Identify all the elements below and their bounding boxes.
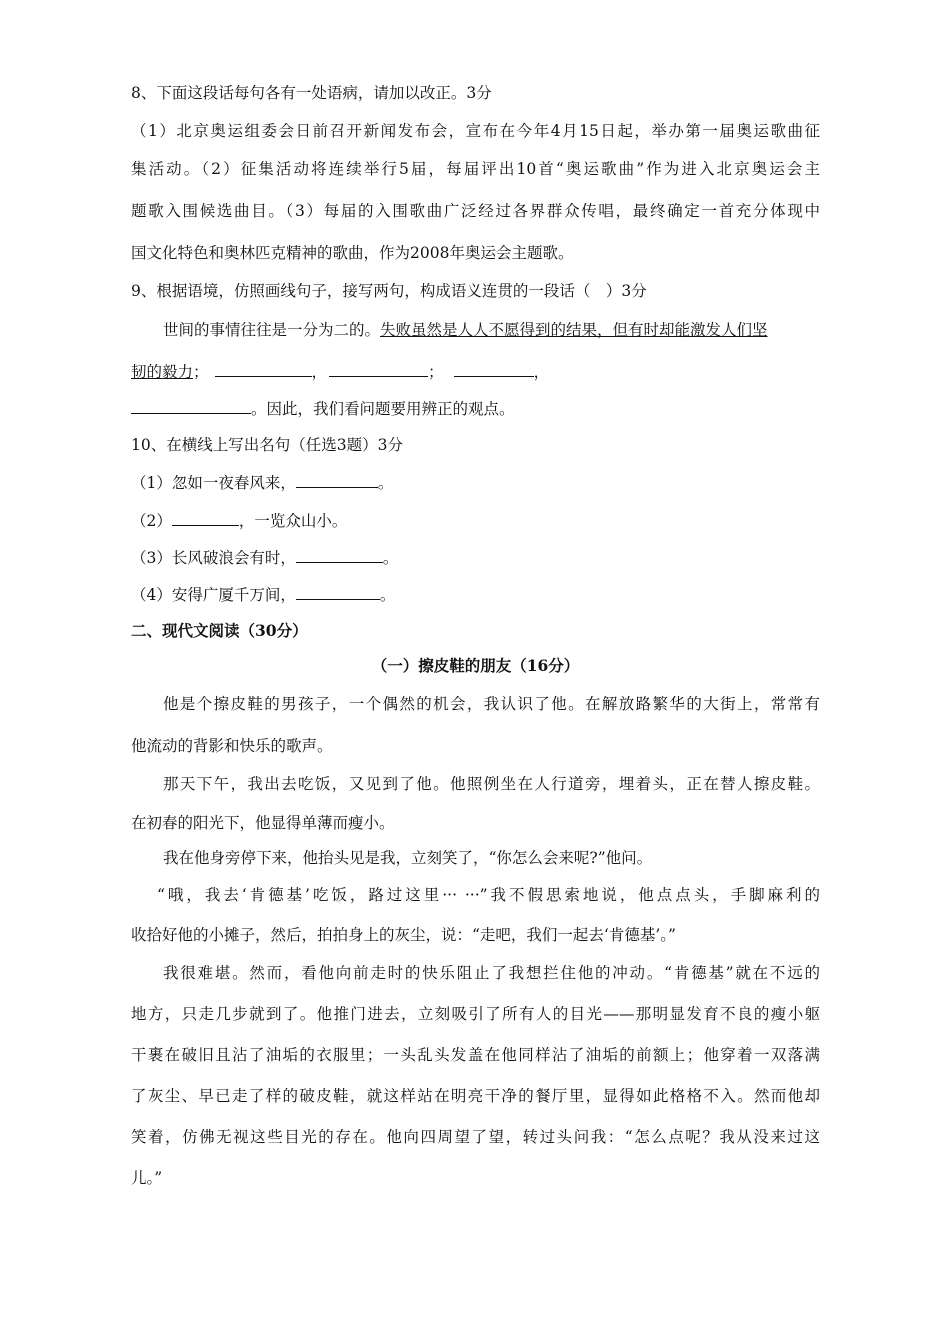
q8-title: 8、下面这段话每句各有一处语病，请加以改正。3分 [131,84,492,102]
q10-item-text: ，一览众山小。 [238,512,348,530]
q8-line-2: 集活动。（2）征集活动将连续举行5届，每届评出10首“奥运歌曲”作为进入北京奥运会主 [131,160,820,178]
paragraph-1-line-2: 他流动的背影和快乐的歌声。 [131,737,333,755]
q10-item-text: （1）忽如一夜春风来， [131,474,296,492]
q9-separator: ， [533,363,550,381]
q9-underlined-sentence-end: 韧的毅力 [131,363,194,381]
paragraph-3-line-1: 我在他身旁停下来，他抬头见是我，立刻笑了，“你怎么会来呢?”他问。 [163,849,653,867]
q10-item-3 [131,546,820,568]
q10-item-4 [131,583,820,605]
paragraph-2-line-1: 那天下午，我出去吃饭，又见到了他。他照例坐在人行道旁，埋着头，正在替人擦皮鞋。 [163,775,820,793]
paragraph-5-line-5: 笑着，仿佛无视这些目光的存在。他向四周望了望，转过头问我：“怎么点呢？我从没来过这 [131,1128,820,1146]
paragraph-2-line-2: 在初春的阳光下，他显得单薄而瘦小。 [131,814,395,832]
q9-answer-blank-1[interactable] [215,360,312,377]
q9-separator: ， [311,363,328,381]
paragraph-5-line-6: 儿。” [131,1169,163,1187]
q9-title: 9、根据语境，仿照画线句子，接写两句，构成语义连贯的一段话（ ）3分 [131,282,647,300]
paragraph-5-line-4: 了灰尘、早已走了样的破皮鞋，就这样站在明亮干净的餐厅里，显得如此格格不入。然而他却 [131,1087,820,1105]
paragraph-5-line-3: 干裹在破旧且沾了油垢的衣服里；一头乱头发盖在他同样沾了油垢的前额上；他穿着一双落满 [131,1046,820,1064]
q9-context-line-2 [131,360,820,382]
paragraph-4-line-1: “哦，我去‘肯德基’吃饭，路过这里··· ···”我不假思索地说，他点点头，手脚麻利的 [157,886,820,904]
q9-answer-blank-4[interactable] [131,397,251,414]
q10-item-text: 。 [382,549,399,567]
q8-line-1: （1）北京奥运组委会日前召开新闻发布会，宣布在今年4月15日起，举办第一届奥运歌曲征 [131,122,820,140]
paragraph-5-line-2: 地方，只走几步就到了。他推门进去，立刻吸引了所有人的目光——那明显发育不良的瘦小躯 [131,1005,820,1023]
q10-item-text: 。 [377,474,394,492]
q9-underlined-sentence: 失败虽然是人人不愿得到的结果，但有时却能激发人们坚 [380,321,768,339]
q9-intro: 世间的事情往往是一分为二的。 [163,321,381,339]
q9-answer-blank-2[interactable] [329,360,428,377]
q10-item-2 [131,509,820,531]
q10-title: 10、在横线上写出名句（任选3题）3分 [131,436,403,454]
q10-item-text: 。 [379,586,396,604]
q9-separator: ； [193,363,209,381]
q9-context-line-3 [131,397,820,419]
q9-context-line-1 [163,320,820,340]
q10-item-text: （4）安得广厦千万间， [131,586,296,604]
paragraph-5-line-1: 我很难堪。然而，看他向前走时的快乐阻止了我想拦住他的冲动。“肯德基”就在不远的 [163,964,820,982]
q9-separator: ； [428,363,444,381]
paragraph-4-line-2: 收拾好他的小摊子，然后，拍拍身上的灰尘，说：“走吧，我们一起去‘肯德基’。” [131,926,676,944]
section-title: 二、现代文阅读（30分） [131,621,308,640]
q10-item-text: （3）长风破浪会有时， [131,549,296,567]
q9-answer-blank-3[interactable] [454,360,534,377]
q8-line-3: 题歌入围候选曲目。（3）每届的入围歌曲广泛经过各界群众传唱，最终确定一首充分体现中 [131,202,820,220]
passage-title: （一）擦皮鞋的朋友（16分） [371,656,580,675]
q10-item-text: （2） [131,512,172,530]
q10-answer-blank-3[interactable] [296,546,383,563]
q10-answer-blank-4[interactable] [296,583,380,600]
q10-answer-blank-1[interactable] [296,471,378,488]
q8-line-4: 国文化特色和奥林匹克精神的歌曲，作为2008年奥运会主题歌。 [131,244,574,262]
paragraph-1-line-1: 他是个擦皮鞋的男孩子，一个偶然的机会，我认识了他。在解放路繁华的大街上，常常有 [163,695,820,713]
q9-ending: 。因此，我们看问题要用辨正的观点。 [251,400,515,418]
q10-answer-blank-2[interactable] [172,509,239,526]
q10-item-1 [131,471,820,493]
